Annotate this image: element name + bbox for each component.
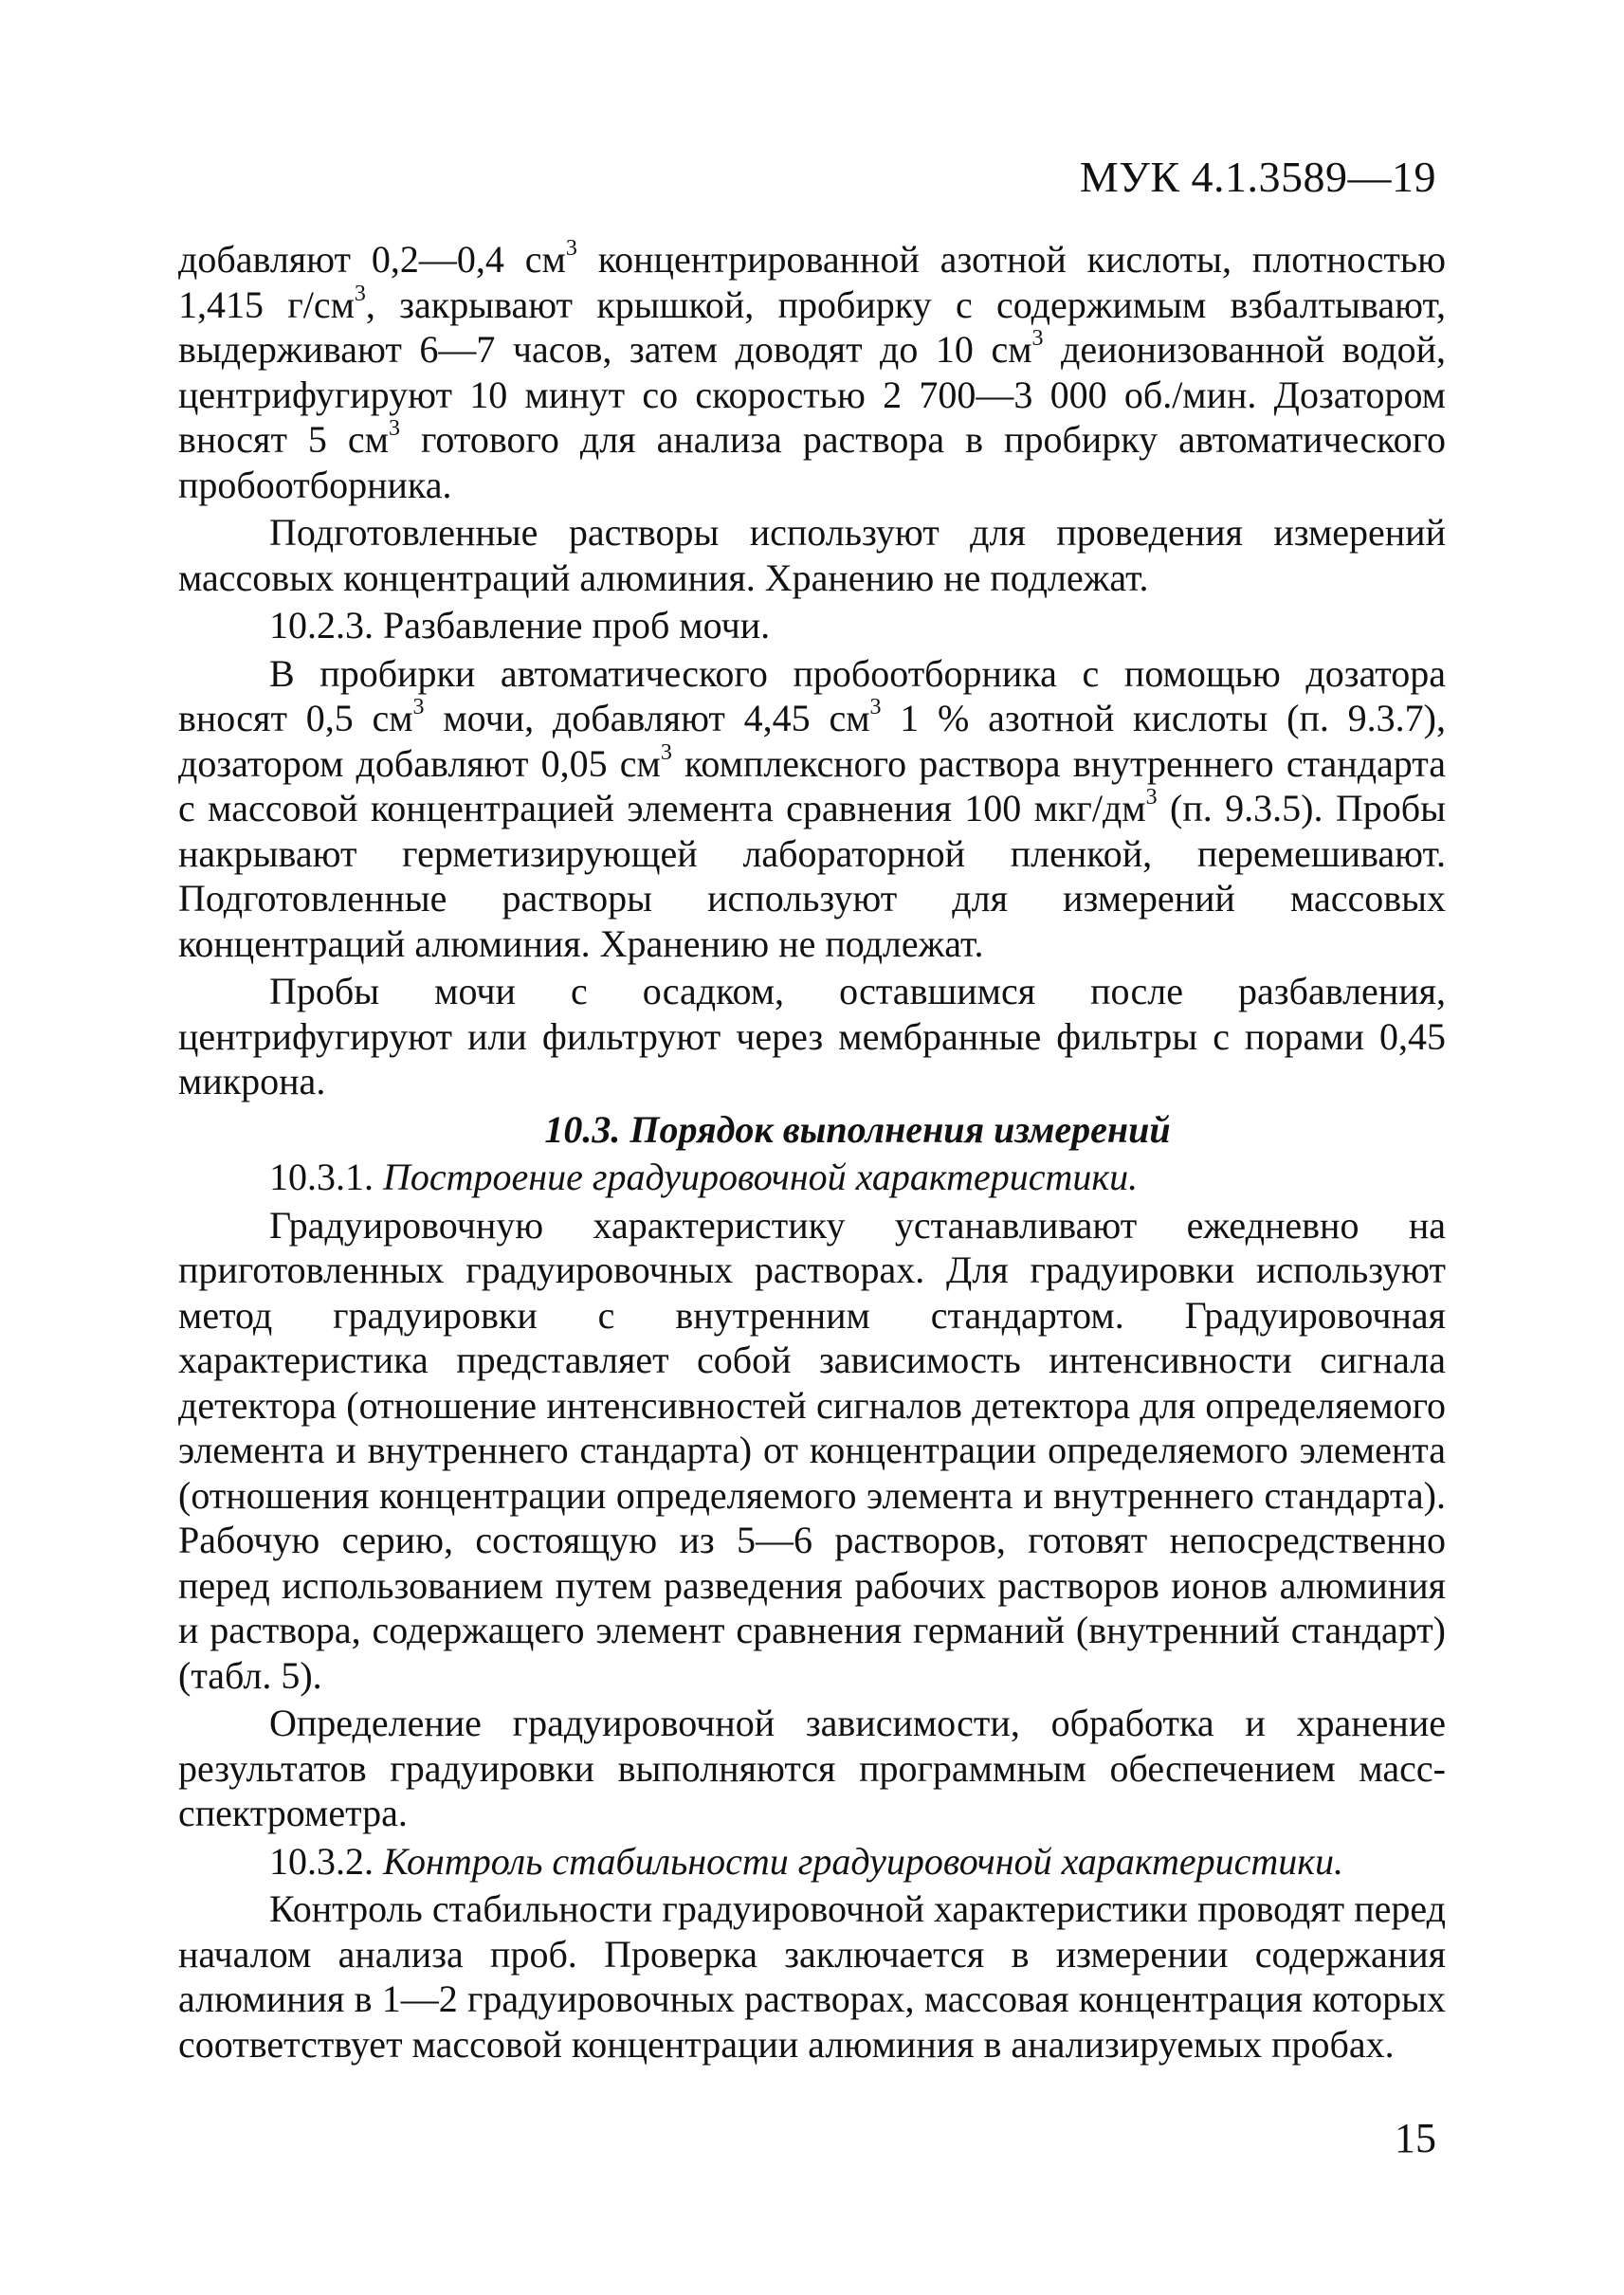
section-heading: 10.3. Порядок выполнения измерений (544, 1107, 1171, 1151)
subsection-urine-dilution: 10.2.3. Разбавление проб мочи. (269, 604, 771, 647)
paragraph-urine-dilution: В пробирки автоматического пробоотборника с помощью дозатора вносят 0,5 $см^3$ мочи, добавляют 4,45 $см^3$ 1 % азотной кислоты (п. 9.3.7), дозатором добавляют 0,05 $см^3$ комплексного раствора внутреннего стандарта с массовой концентрацией элемента сравнения 100 мкг/$дм^3$ (п. 9.3.5). Пробы накрывают герметизирующей лабораторной пленкой, перемешивают. Подготовленные растворы используют для измерений массовых концентраций алюминия. Хранению не подлежат. (178, 651, 1446, 965)
paragraph-calibration-processing: Определение градуировочной зависимости, обработка и хранение результатов градуировки выполняются программным обеспечением масс-спектрометра. (178, 1702, 1446, 1834)
paragraph-sediment-samples: Пробы мочи с осадком, оставшимся после разбавления, центрифугируют или фильтруют через мембранные фильтры с порами 0,45 микрона. (178, 970, 1446, 1102)
paragraph-calibration-description: Градуировочную характеристику устанавливают ежедневно на приготовленных градуировочных растворах. Для градуировки используют метод градуировки с внутренним стандартом. Градуировочная характеристика представляет собой зависимость интенсивности сигнала детектора (отношение интенсивностей сигналов детектора для определяемого элемента и внутреннего стандарта) от концентрации определяемого элемента (отношения концентрации определяемого элемента и внутреннего стандарта). Рабочую серию, состоящую из 5—6 растворов, готовят непосредственно перед использованием путем разведения рабочих растворов ионов алюминия и раствора, содержащего элемент сравнения германий (внутренний стандарт) (табл. 5). (178, 1203, 1446, 1697)
page-number: 15 (1395, 2115, 1436, 2161)
paragraph-sample-prep-continued: добавляют 0,2—0,4 $см^3$ концентрированной азотной кислоты, плотностью 1,415 $г/см^3$, закрывают крышкой, пробирку с содержимым взбалтывают, выдерживают 6—7 часов, затем доводят до 10 $см^3$ деионизованной водой, центрифугируют 10 минут со скоростью 2 700—3 000 об./мин. Дозатором вносят 5 $см^3$ готового для анализа раствора в пробирку автоматического пробоотборника. (178, 236, 1446, 506)
paragraph-stability-control: Контроль стабильности градуировочной характеристики проводят перед началом анализа проб. Проверка заключается в измерении содержания алюминия в 1—2 градуировочных растворах, массовая концентрация которых соответствует массовой концентрации алюминия в анализируемых пробах. (178, 1887, 1446, 2066)
document-code: МУК 4.1.3589—19 (1079, 153, 1436, 201)
page-body (178, 237, 1446, 2069)
subsection-calibration: 10.3.1. Построение градуировочной характеристики. (269, 1156, 1139, 1198)
subsection-stability-control: 10.3.2. Контроль стабильности градуировочной характеристики. (269, 1839, 1343, 1883)
paragraph-prepared-solutions: Подготовленные растворы используют для проведения измерений массовых концентраций алюминия. Хранению не подлежат. (178, 511, 1446, 599)
